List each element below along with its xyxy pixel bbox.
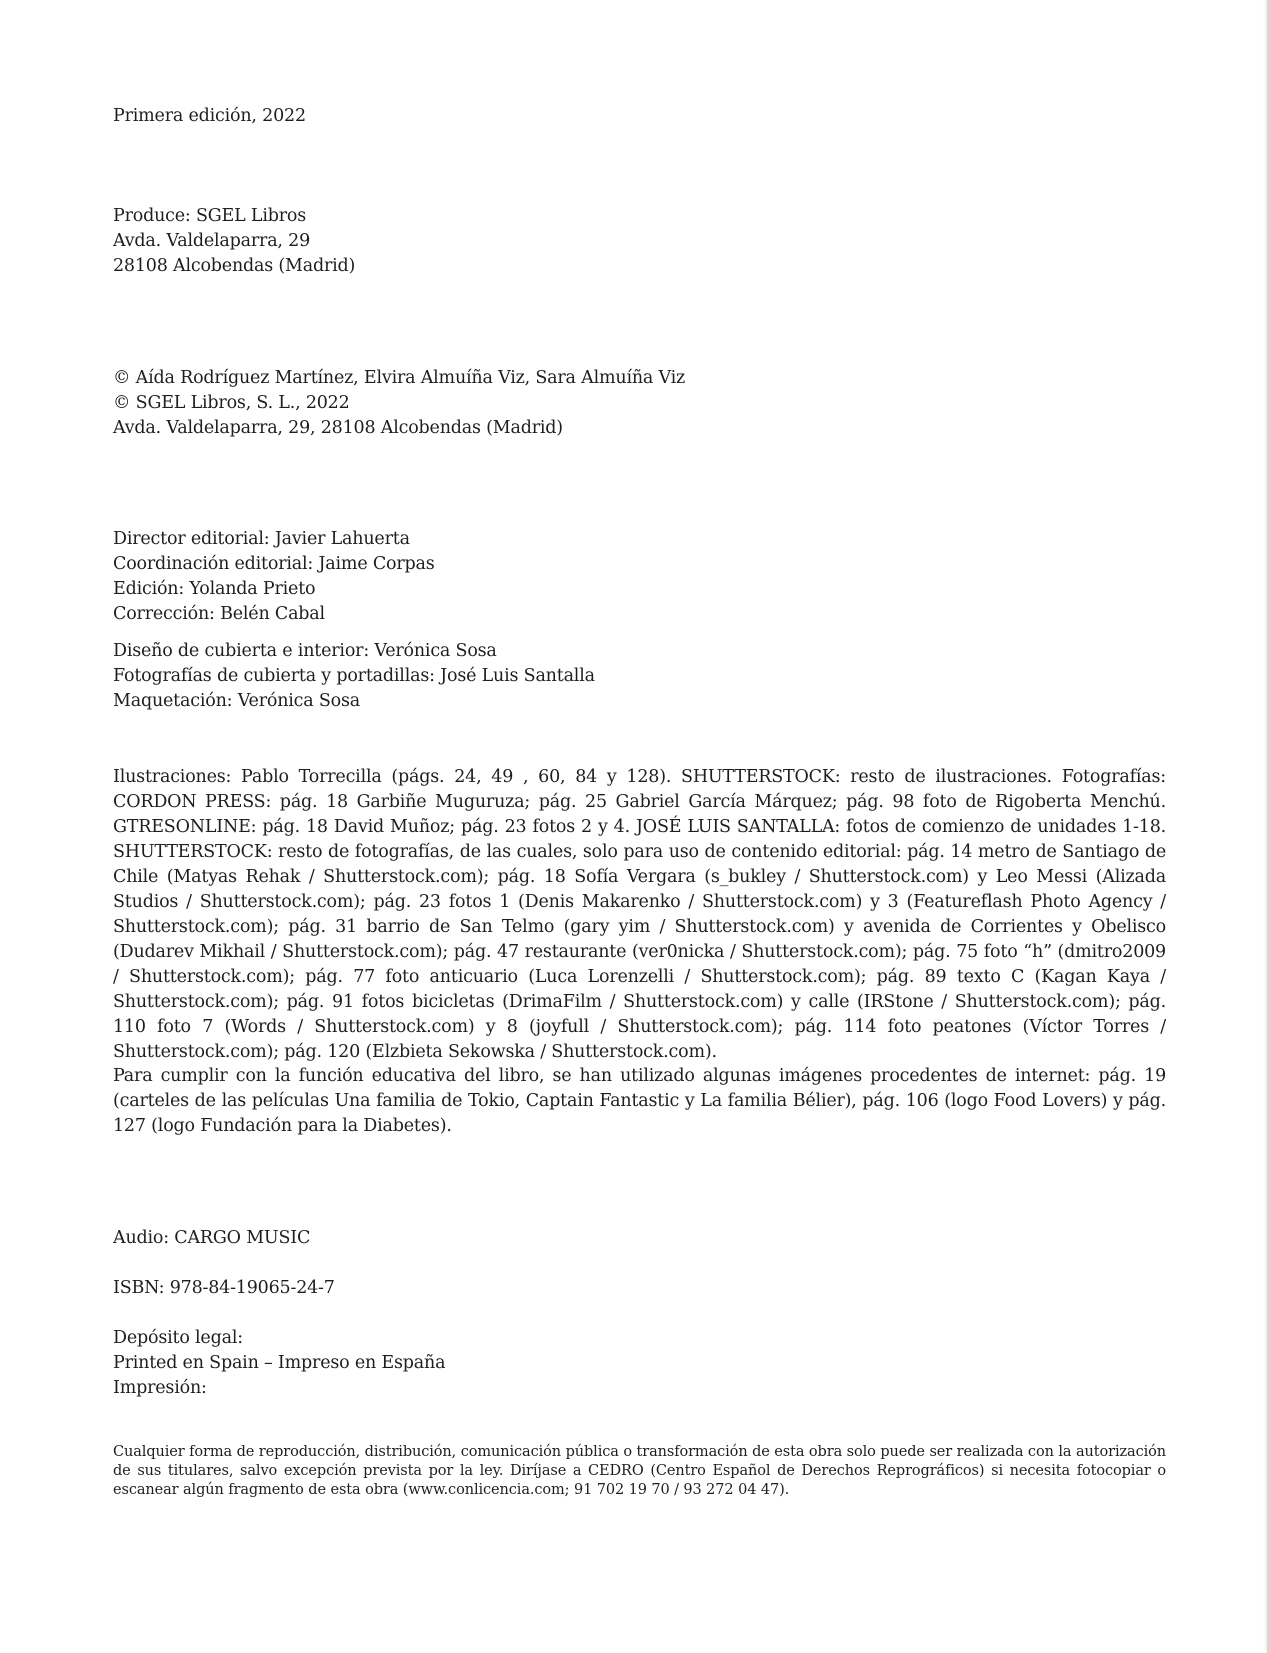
- legal-deposit-line: Depósito legal:: [113, 1328, 243, 1348]
- credit-correction: Corrección: Belén Cabal: [113, 604, 325, 624]
- credit-layout: Maquetación: Verónica Sosa: [113, 691, 361, 711]
- educational-use-paragraph: Para cumplir con la función educativa del libro, se han utilizado algunas imágenes procedentes de internet: pág. 19 (carteles de las películas Una familia de Tokio, Captain Fantastic y La familia Bélier), pág. 106 (logo Food Lovers) y pág. 127 (logo Fundación para la Diabetes).: [113, 1066, 1166, 1136]
- producer-name: Produce: SGEL Libros: [113, 206, 306, 226]
- image-credits-paragraph: Ilustraciones: Pablo Torrecilla (págs. 24, 49 , 60, 84 y 128). SHUTTERSTOCK: resto de ilustraciones. Fotografías: CORDON PRESS: pág. 18 Garbiñe Muguruza; pág. 25 Gabriel García Márquez; pág. 98 foto de Rigoberta Menchú. GTRESONLINE: pág. 18 David Muñoz; pág. 23 fotos 2 y 4. JOSÉ LUIS SANTALLA: fotos de comienzo de unidades 1-18. SHUTTERSTOCK: resto de fotografías, de las cuales, solo para uso de contenido editorial: pág. 14 metro de Santiago de Chile (Matyas Rehak / Shutterstock.com); pág. 18 Sofía Vergara (s_bukley / Shutterstock.com) y Leo Messi (Alizada Studios / Shutterstock.com); pág. 23 fotos 1 (Denis Makarenko / Shutterstock.com) y 3 (Featureflash Photo Agency / Shutterstock.com); pág. 31 barrio de San Telmo (gary yim / Shutterstock.com) y avenida de Corrientes y Obelisco (Dudarev Mikhail / Shutterstock.com); pág. 47 restaurante (ver0nicka / Shutterstock.com); pág. 75 foto “h” (dmitro2009 / Shutterstock.com); pág. 77 foto anticuario (Luca Lorenzelli / Shutterstock.com); pág. 89 texto C (Kagan Kaya / Shutterstock.com); pág. 91 fotos bicicletas (DrimaFilm / Shutterstock.com) y calle (IRStone / Shutterstock.com); pág. 110 foto 7 (Words / Shutterstock.com) y 8 (joyfull / Shutterstock.com); pág. 114 foto peatones (Víctor Torres / Shutterstock.com); pág. 120 (Elzbieta Sekowska / Shutterstock.com).: [113, 767, 1166, 1062]
- credit-coordination: Coordinación editorial: Jaime Corpas: [113, 554, 435, 574]
- producer-city: 28108 Alcobendas (Madrid): [113, 256, 356, 276]
- credit-edition: Edición: Yolanda Prieto: [113, 579, 316, 599]
- edition-line: Primera edición, 2022: [113, 106, 306, 126]
- copyright-address: Avda. Valdelaparra, 29, 28108 Alcobendas (Madrid): [113, 418, 563, 438]
- credit-director: Director editorial: Javier Lahuerta: [113, 529, 410, 549]
- credit-cover-photos: Fotografías de cubierta y portadillas: José Luis Santalla: [113, 666, 595, 686]
- audio-line: Audio: CARGO MUSIC: [113, 1228, 311, 1248]
- legal-notice: Cualquier forma de reproducción, distribución, comunicación pública o transformación de esta obra solo puede ser realizada con la autorización de sus titulares, salvo excepción prevista por la ley. Diríjase a CEDRO (Centro Español de Derechos Reprográficos) si necesita fotocopiar o escanear algún fragmento de esta obra (www.conlicencia.com; 91 702 19 70 / 93 272 04 47).: [113, 1444, 1166, 1498]
- printed-in-line: Printed en Spain – Impreso en España: [113, 1353, 446, 1373]
- printing-line: Impresión:: [113, 1378, 207, 1398]
- isbn-line: ISBN: 978-84-19065-24-7: [113, 1278, 335, 1298]
- copyright-authors: © Aída Rodríguez Martínez, Elvira Almuíña Viz, Sara Almuíña Viz: [113, 368, 686, 388]
- credit-design: Diseño de cubierta e interior: Verónica Sosa: [113, 641, 497, 661]
- copyright-publisher: © SGEL Libros, S. L., 2022: [113, 393, 350, 413]
- producer-street: Avda. Valdelaparra, 29: [113, 231, 311, 251]
